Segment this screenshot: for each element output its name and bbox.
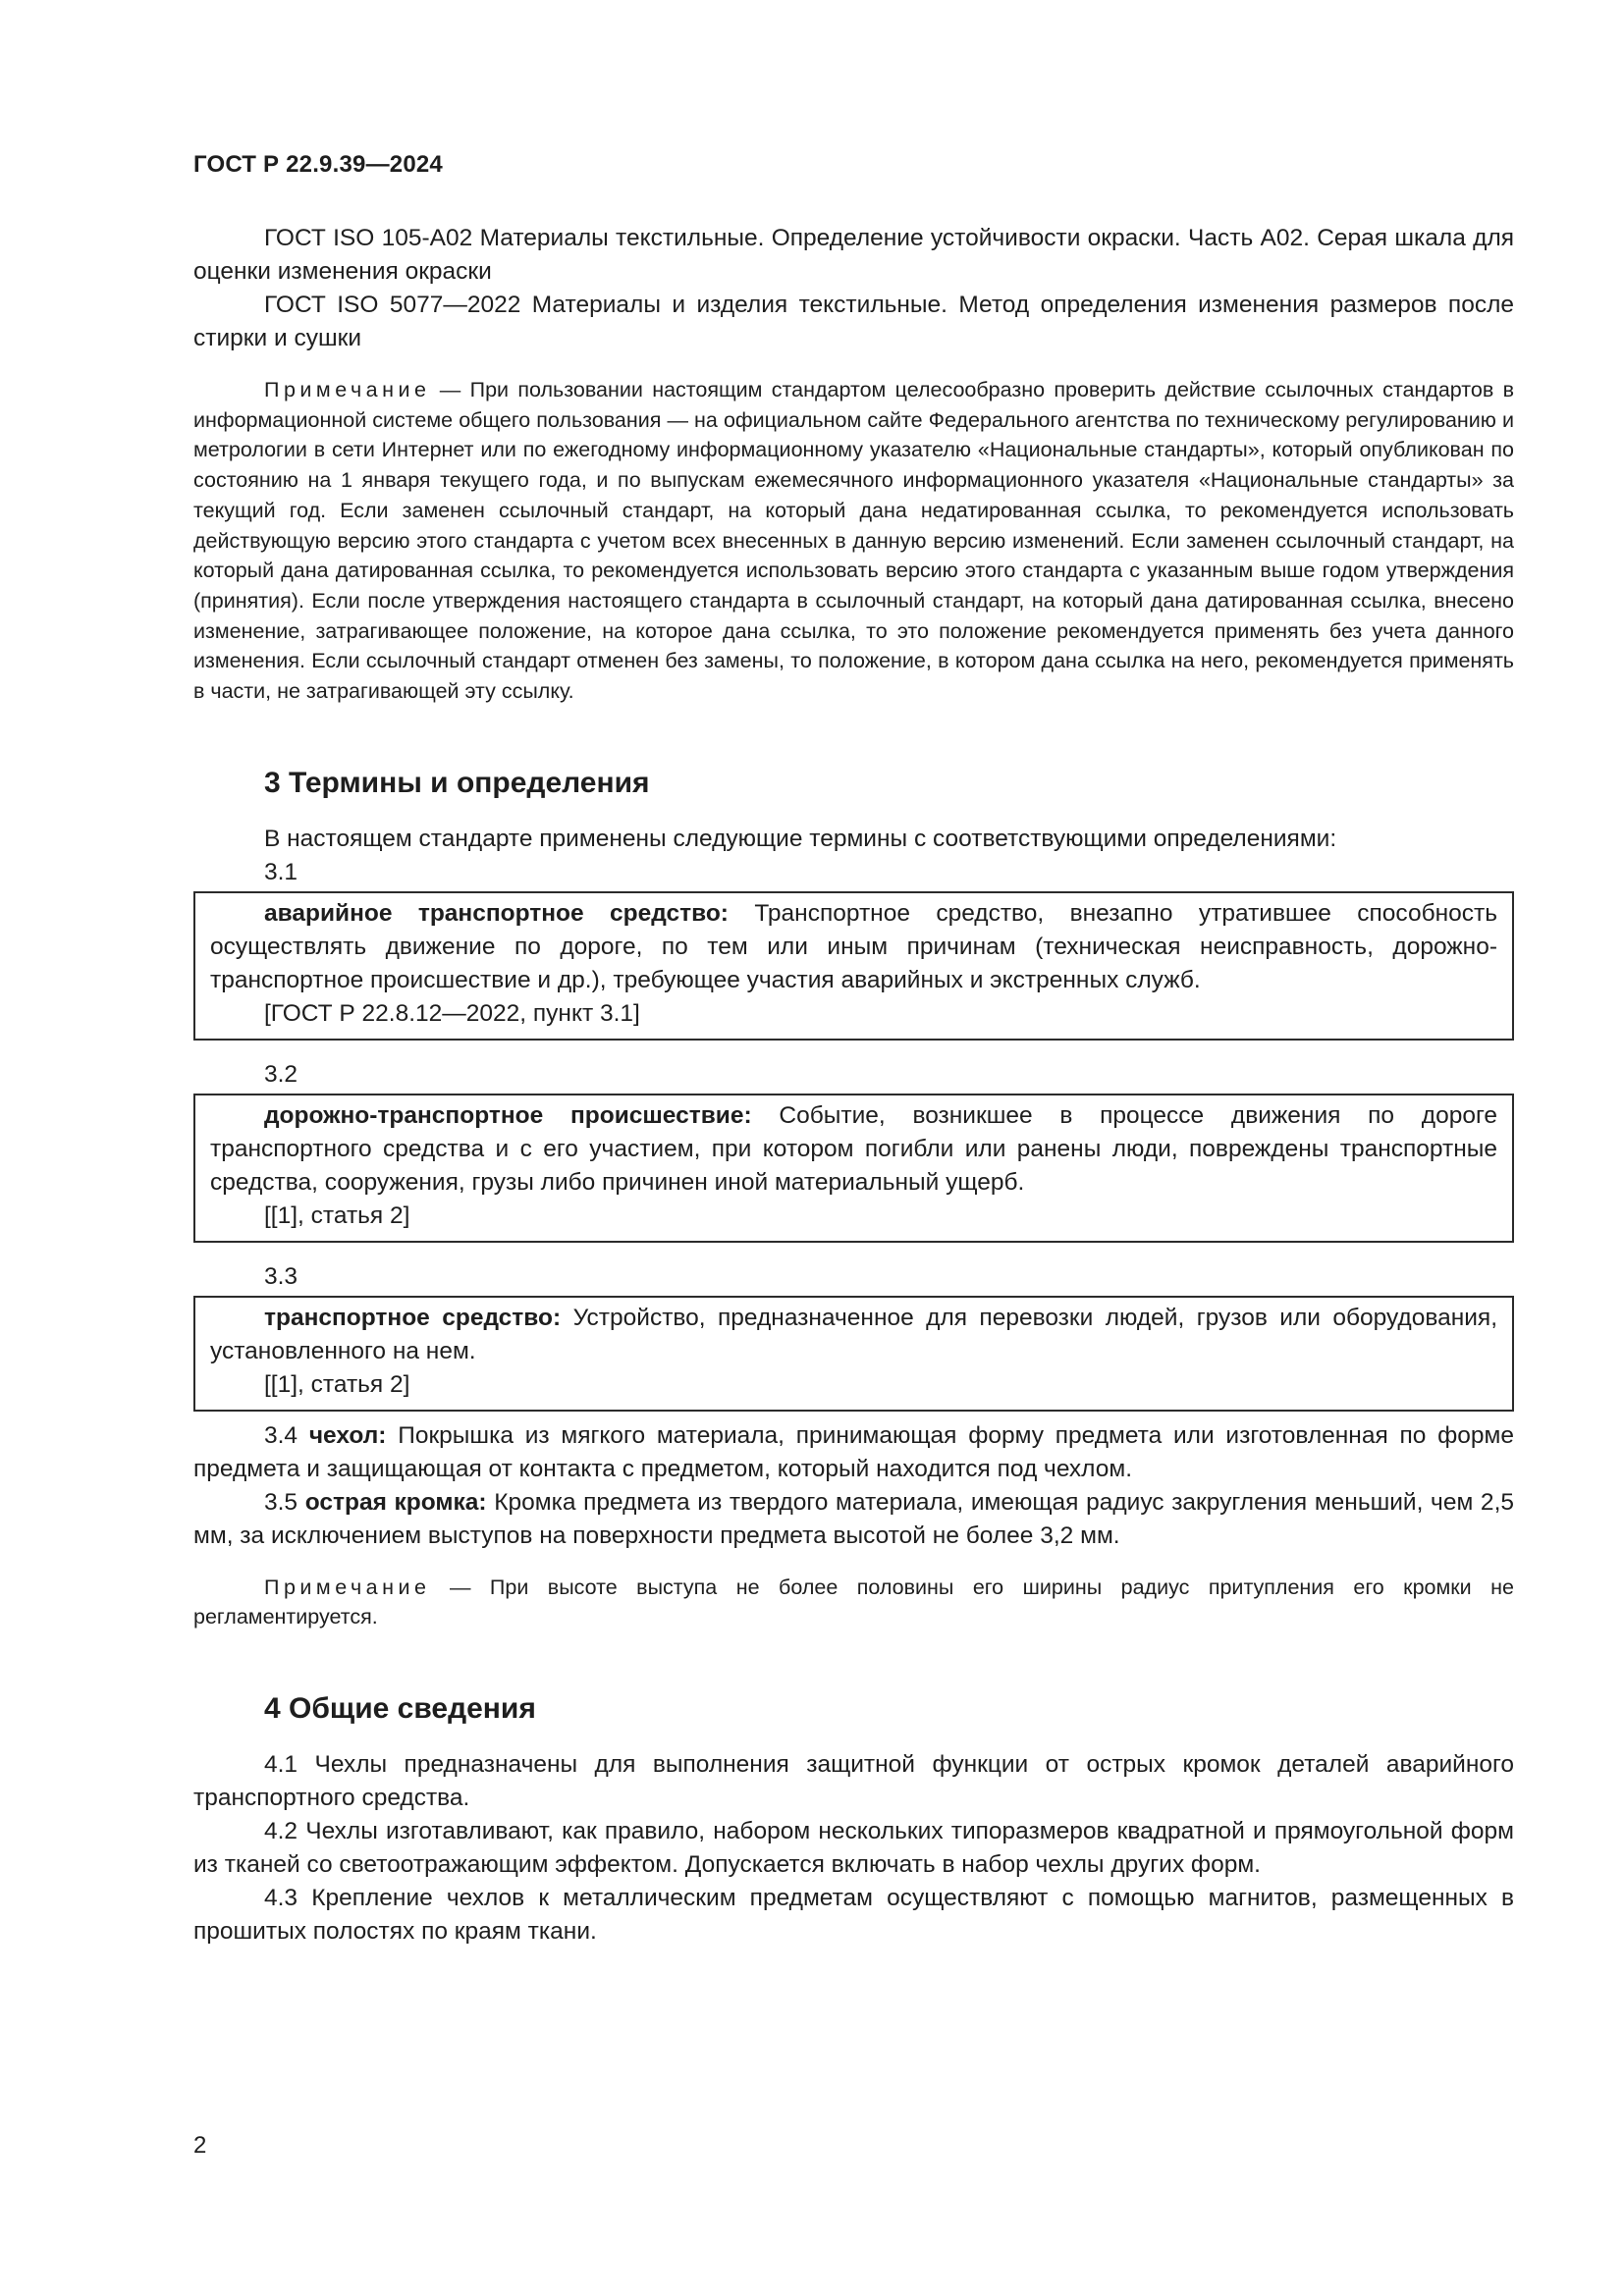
reference-entry: ГОСТ ISO 105-A02 Материалы текстильные. Определение устойчивости окраски. Часть А02. Серая шкала для оценки изменения окраски <box>193 225 1515 285</box>
term-definition: транспортное средство: Устройство, предназначенное для перевозки людей, грузов или оборудования, установленного на нем. <box>210 1304 1497 1364</box>
note-label: Примечание <box>264 1575 431 1599</box>
note-text: — При пользовании настоящим стандартом целесообразно проверить действие ссылочных стандартов в информационной системе общего пользования — на официальном сайте Федерального агентства по техническому регулированию и метрологии в сети Интернет или по ежегодному информационному указателю «Национальные стандарты», который опубликован по состоянию на 1 января текущего года, и по выпускам ежемесячного информационного указателя «Национальные стандарты» за текущий год. Если заменен ссылочный стандарт, на который дана недатированная ссылка, то рекомендуется использовать действующую версию этого стандарта с учетом всех внесенных в данную версию изменений. Если заменен ссылочный стандарт, на который дана датированная ссылка, то рекомендуется использовать версию этого стандарта с указанным выше годом утверждения (принятия). Если после утверждения настоящего стандарта в ссылочный стандарт, на который дана датированная ссылка, внесено изменение, затрагивающее положение, на которое дана ссылка, то это положение рекомендуется применять без учета данного изменения. Если ссылочный стандарт отменен без замены, то положение, в котором дана ссылка на него, рекомендуется применять в части, не затрагивающей эту ссылку. <box>193 378 1514 704</box>
section-4-heading: 4 Общие сведения <box>264 1692 536 1726</box>
term-entry: 3.4 чехол: Покрышка из мягкого материала, принимающая форму предмета или изготовленная по форме предмета и защищающая от контакта с предметом, который находится под чехлом. <box>193 1421 1514 1482</box>
term-number: 3.2 <box>264 1060 298 1088</box>
section-3-intro: В настоящем стандарте применены следующие термины с соответствующими определениями: <box>264 825 1337 852</box>
term-number: 3.1 <box>264 858 298 885</box>
clause: 4.1 Чехлы предназначены для выполнения защитной функции от острых кромок деталей аварийного транспортного средства. <box>193 1751 1514 1812</box>
term-name: дорожно-транспортное происшествие: <box>264 1101 752 1129</box>
term-box <box>193 891 1514 1041</box>
note-label: Примечание <box>264 378 431 401</box>
document-page <box>193 0 1514 2296</box>
term-box <box>193 1296 1514 1412</box>
term-number: 3.3 <box>264 1262 298 1290</box>
clause: 4.3 Крепление чехлов к металлическим предметам осуществляют с помощью магнитов, размещенных в прошитых полостях по краям ткани. <box>193 1885 1515 1946</box>
term-entry: 3.5 острая кромка: Кромка предмета из твердого материала, имеющая радиус закругления меньший, чем 2,5 мм, за исключением выступов на поверхности предмета высотой не более 3,2 мм. <box>193 1488 1514 1549</box>
page-number: 2 <box>193 2132 207 2159</box>
term-definition: дорожно-транспортное происшествие: Событие, возникшее в процессе движения по дороге транспортного средства и с его участием, при котором погибли или ранены люди, повреждены транспортные средства, сооружения, грузы либо причинен иной материальный ущерб. <box>210 1101 1497 1196</box>
term-source: [[1], статья 2] <box>264 1201 410 1229</box>
document-header: ГОСТ Р 22.9.39—2024 <box>193 151 443 178</box>
term-source: [[1], статья 2] <box>264 1370 410 1398</box>
term-name: аварийное транспортное средство: <box>264 899 729 927</box>
term-name: чехол: <box>308 1421 387 1449</box>
term-name: острая кромка: <box>304 1488 487 1516</box>
term-name: транспортное средство: <box>264 1304 562 1331</box>
document-body <box>193 222 1514 1949</box>
section-3-heading: 3 Термины и определения <box>264 766 650 799</box>
term-source: [ГОСТ Р 22.8.12—2022, пункт 3.1] <box>264 999 640 1027</box>
reference-entry: ГОСТ ISO 5077—2022 Материалы и изделия текстильные. Метод определения изменения размеров после стирки и сушки <box>193 292 1514 351</box>
references-note <box>193 375 1514 707</box>
clause: 4.2 Чехлы изготавливают, как правило, набором нескольких типоразмеров квадратной и прямоугольной форм из тканей со светоотражающим эффектом. Допускается включать в набор чехлы других форм. <box>193 1818 1514 1879</box>
note-text: — При высоте выступа не более половины его ширины радиус притупления его кромки не регламентируется. <box>193 1575 1514 1629</box>
section-3-note <box>193 1573 1514 1632</box>
term-definition: аварийное транспортное средство: Транспортное средство, внезапно утратившее способность осуществлять движение по дороге, по тем или иным причинам (техническая неисправность, дорожно-транспортное происшествие и др.), требующее участия аварийных и экстренных служб. <box>210 899 1497 993</box>
term-box <box>193 1094 1514 1243</box>
